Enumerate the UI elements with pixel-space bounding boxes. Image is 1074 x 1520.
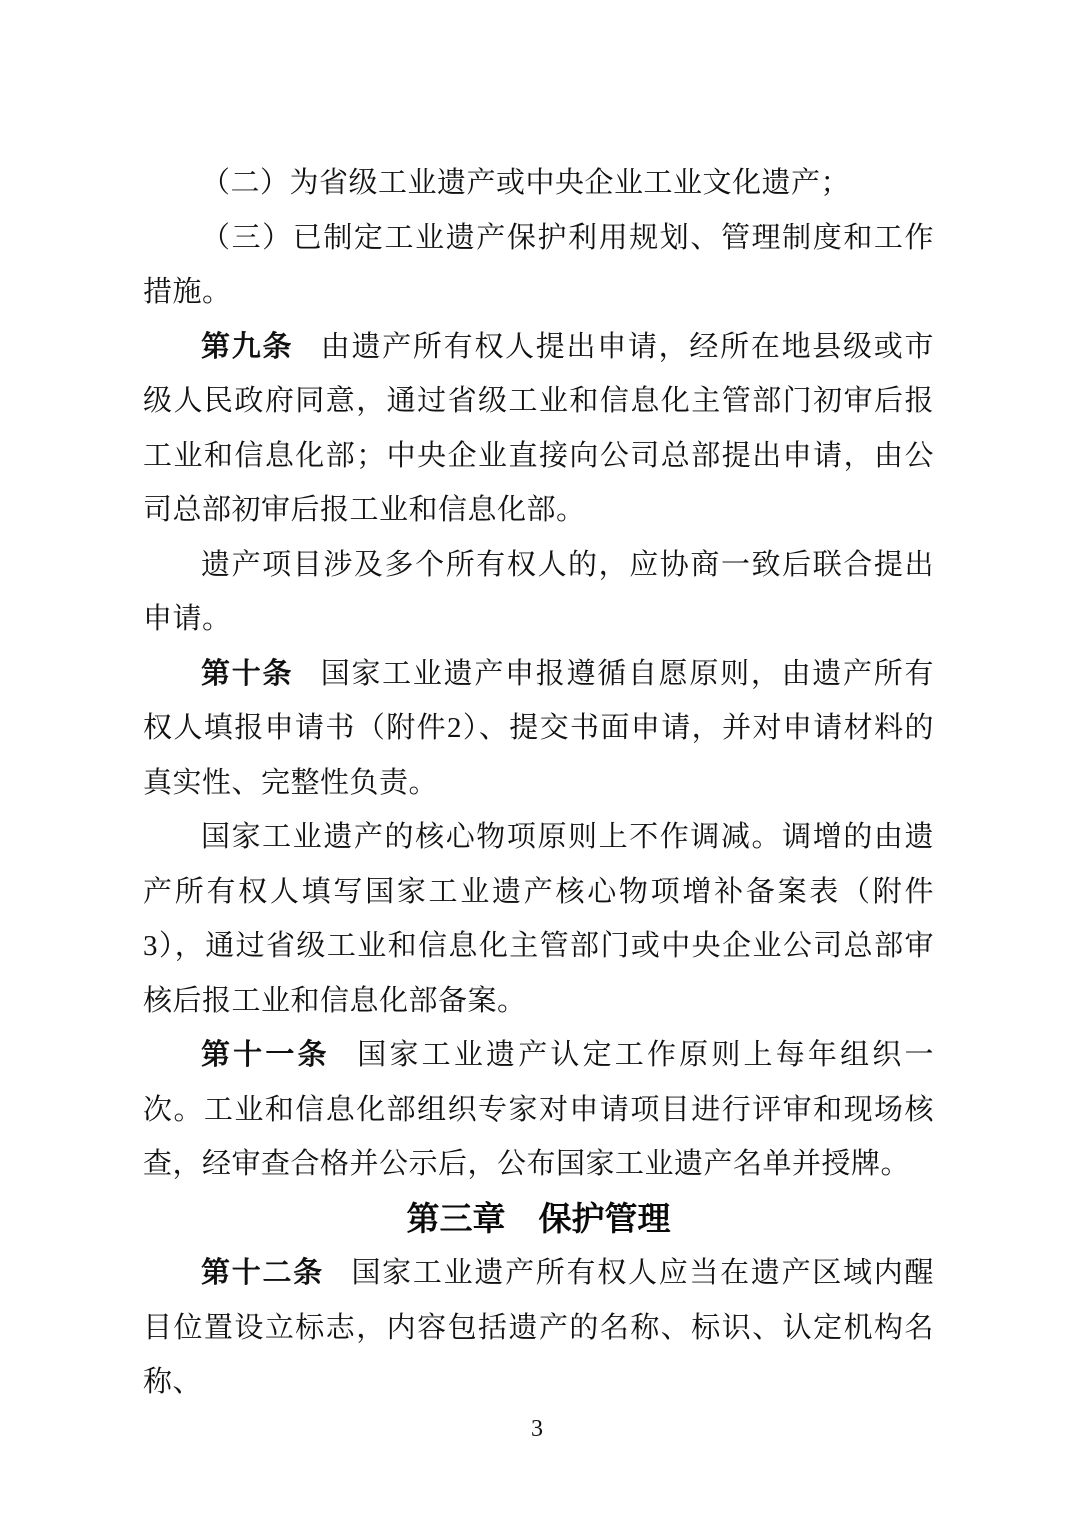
paragraph-text: （二）为省级工业遗产或中央企业工业文化遗产； bbox=[201, 167, 851, 199]
paragraph bbox=[143, 156, 934, 211]
paragraph bbox=[143, 810, 934, 1028]
paragraph-text: （三）已制定工业遗产保护利用规划、管理制度和工作措施。 bbox=[143, 221, 934, 308]
document-body bbox=[143, 156, 934, 1410]
paragraph-text: 国家工业遗产所有权人应当在遗产区域内醒目位置设立标志，内容包括遗产的名称、标识、认定机构名称、 bbox=[143, 1257, 934, 1398]
paragraph-text: 国家工业遗产申报遵循自愿原则，由遗产所有权人填报申请书（附件2）、提交书面申请，并对申请材料的真实性、完整性负责。 bbox=[143, 657, 934, 799]
article-number: 第十条 bbox=[201, 657, 294, 690]
paragraph bbox=[143, 1246, 934, 1410]
paragraph bbox=[143, 647, 934, 811]
paragraph bbox=[143, 1028, 934, 1192]
paragraph-text: 由遗产所有权人提出申请，经所在地县级或市级人民政府同意，通过省级工业和信息化主管部门初审后报工业和信息化部；中央企业直接向公司总部提出申请，由公司总部初审后报工业和信息化部。 bbox=[143, 330, 934, 526]
paragraph-text: 遗产项目涉及多个所有权人的，应协商一致后联合提出申请。 bbox=[143, 548, 934, 635]
page-number: 3 bbox=[531, 1416, 543, 1442]
paragraph bbox=[143, 320, 934, 538]
paragraph bbox=[143, 538, 934, 647]
chapter-heading: 第三章 保护管理 bbox=[406, 1199, 671, 1237]
article-number: 第十一条 bbox=[201, 1039, 330, 1071]
paragraph bbox=[143, 211, 934, 320]
paragraph-text: 国家工业遗产认定工作原则上每年组织一次。工业和信息化部组织专家对申请项目进行评审和现场核查，经审查合格并公示后，公布国家工业遗产名单并授牌。 bbox=[143, 1039, 934, 1180]
paragraph-text: 国家工业遗产的核心物项原则上不作调减。调增的由遗产所有权人填写国家工业遗产核心物项增补备案表（附件3），通过省级工业和信息化主管部门或中央企业公司总部审核后报工业和信息化部备案。 bbox=[143, 821, 934, 1017]
article-number: 第十二条 bbox=[201, 1257, 324, 1289]
article-number: 第九条 bbox=[201, 330, 294, 363]
